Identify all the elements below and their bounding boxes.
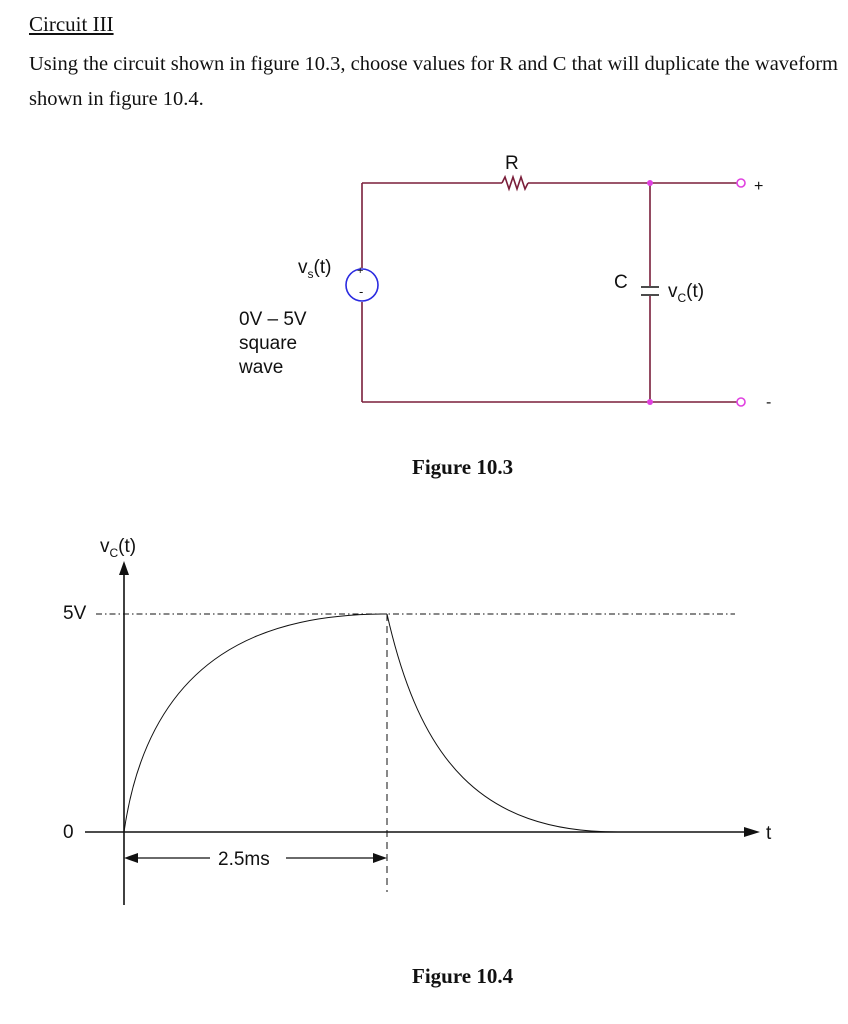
figure-10-3-caption: Figure 10.3 [412,455,514,479]
source-description-line3: wave [239,357,284,378]
capacitor-label: C [614,272,628,293]
discharging-curve [387,614,618,832]
interval-label: 2.5ms [218,849,270,870]
y-axis-label: $v_C(t)$ [100,536,137,560]
source-description-line1: 0V – 5V [239,309,307,330]
terminal-minus-label: - [766,394,772,411]
y-tick-5v: 5V [63,603,87,624]
resistor-label: R [505,153,519,174]
y-tick-0: 0 [63,822,74,843]
source-description-line2: square [239,333,298,354]
output-voltage-label: $v_C(t)$ [668,281,705,305]
section-heading: Circuit III [29,12,114,36]
terminal-plus-label: + [754,178,764,195]
charging-curve [124,614,387,832]
x-axis-label: t [766,823,772,844]
source-plus-sign: + [357,265,364,277]
interval-left-arrow-icon [124,853,138,863]
figure-10-4-caption: Figure 10.4 [412,964,514,988]
problem-statement: Using the circuit shown in figure 10.3, choose values for R and C that will duplicate the waveform shown in figure 10.4. [29,53,838,110]
x-axis-arrow-icon [744,827,760,837]
source-minus-sign: - [359,284,364,299]
source-voltage-label: $v_s(t)$ [298,257,332,281]
interval-right-arrow-icon [373,853,387,863]
